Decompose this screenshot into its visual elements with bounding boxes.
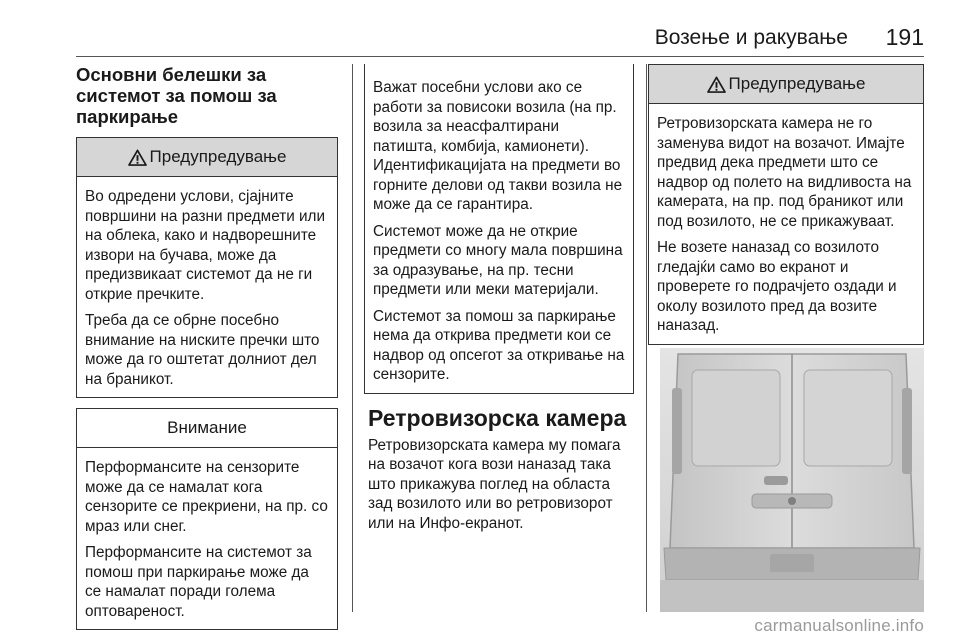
- warning-heading: Предупредување: [149, 147, 287, 166]
- warning-box-continued: [364, 64, 634, 394]
- warning-box-header: [649, 65, 923, 104]
- section-title: Основни белешки за системот за помош за паркирање: [76, 64, 277, 127]
- notice-box-header: [77, 409, 337, 448]
- warning-triangle-icon: [707, 76, 726, 93]
- warning-paragraph: Треба да се обрне посебно внимание на ниските пречки што може да го оштетат долниот дел на браникот.: [85, 312, 320, 388]
- notice-paragraph: Перформансите на сензорите може да се намалат кога сензорите се прекриени, на пр. со мраз или снег.: [85, 459, 328, 535]
- warning-paragraph: Системот за помош за паркирање нема да открива предмети кои се надвор од опсегот за откривање на сензорите.: [373, 307, 625, 383]
- warning-box: [76, 137, 338, 398]
- watermark: carmanualsonline.info: [754, 616, 924, 635]
- page-number: 191: [885, 24, 924, 50]
- section-title: Ретровизорска камера: [368, 404, 627, 431]
- warning-paragraph: Не возете наназад со возилото гледајќи само во екранот и проверете го подрачјето оздади и околу возилото пред да возите наназад.: [657, 239, 897, 334]
- warning-heading: Предупредување: [728, 74, 866, 93]
- column-divider: [646, 64, 647, 612]
- warning-box-body: [649, 104, 923, 344]
- column-middle: [364, 64, 634, 533]
- header-divider: [76, 56, 924, 57]
- notice-box: [76, 408, 338, 630]
- warning-paragraph: Важат посебни услови ако се работи за повисоки возила (на пр. возила за неасфалтирани патишта, комбија, камионети). Идентификацијата на предмети во горните делови од такви возила не може да се гарантира.: [373, 79, 623, 213]
- warning-box-body: [365, 64, 633, 393]
- body-paragraph: Ретровизорската камера му помага на возачот кога вози наназад така што прикажува поглед на областа зад возилото или во ретровизорот или на Инфо-екранот.: [368, 436, 621, 532]
- warning-paragraph: Во одредени услови, сјајните површини на разни предмети или на облека, како и надворешните извори на бучава, може да предизвикаат системот да не ги открие пречките.: [85, 188, 326, 303]
- notice-box-body: [77, 448, 337, 629]
- column-left: [76, 64, 338, 640]
- page-header: [0, 22, 960, 56]
- warning-box-header: [77, 138, 337, 177]
- warning-box: [648, 64, 924, 345]
- notice-heading: Внимание: [167, 418, 247, 437]
- warning-triangle-icon: [128, 149, 147, 166]
- column-divider: [352, 64, 353, 612]
- running-title: Возење и ракување: [654, 26, 848, 49]
- warning-paragraph: Системот може да не открие предмети со многу мала површина за одразување, на пр. тесни предмети или меки материјали.: [373, 222, 623, 298]
- van-rear-camera-icon: [660, 348, 924, 612]
- warning-box-body: [77, 177, 337, 397]
- column-right: [648, 64, 924, 355]
- notice-paragraph: Перформансите на системот за помош при паркирање може да се намалат поради голема оптовареност.: [85, 544, 312, 620]
- warning-paragraph: Ретровизорската камера не го заменува видот на возачот. Имајте предвид дека предмети што се надвор од полето на видливоста на камерата, на пр. под браникот или под возилото, не се прикажуваат.: [657, 115, 912, 230]
